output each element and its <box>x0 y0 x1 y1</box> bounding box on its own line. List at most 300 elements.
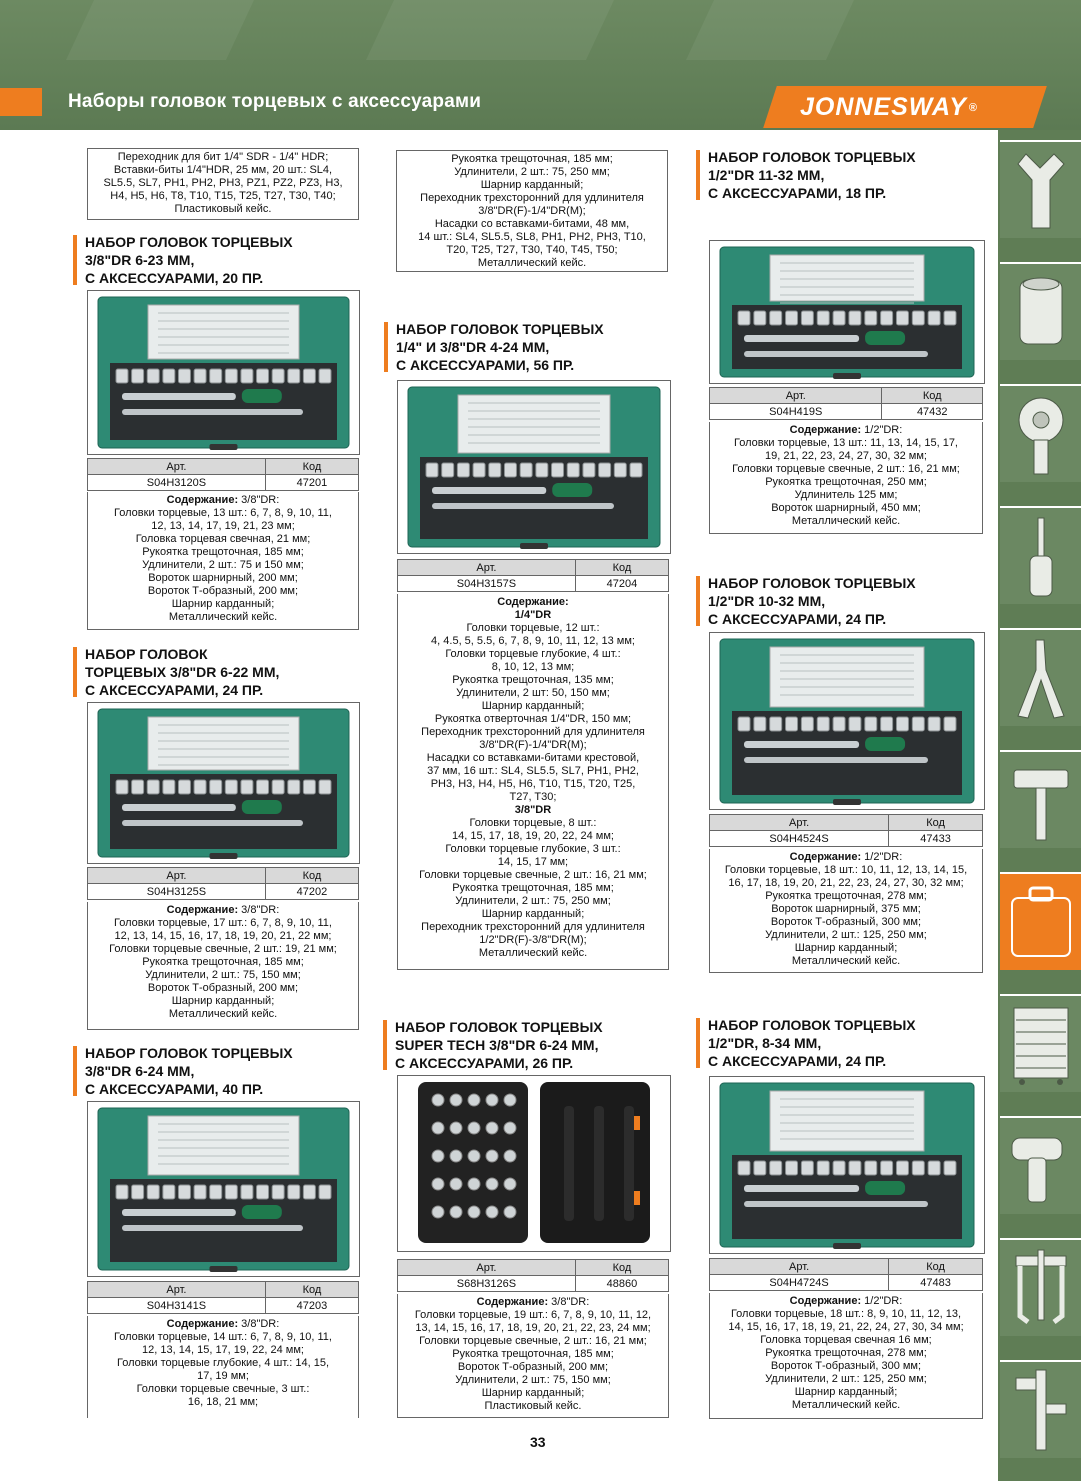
socket-icon <box>896 717 908 731</box>
socket-icon <box>116 780 128 794</box>
content-line: 37 мм, 16 шт.: SL4, SL5.5, SL7, PH1, PH2, <box>427 765 639 777</box>
drive-size: 1/2"DR: <box>861 1295 903 1307</box>
extension-bar-icon <box>744 1185 859 1192</box>
article-table <box>397 559 669 592</box>
socket-icon <box>225 780 237 794</box>
extension-bar-icon <box>744 335 859 342</box>
content-line: Металлический кейс. <box>478 947 588 959</box>
socket-icon <box>257 780 269 794</box>
content-line: Головка торцевая свечная 16 мм; <box>760 1334 932 1346</box>
content-line: Головки торцевые, 12 шт.: <box>466 622 600 634</box>
socket-icon <box>288 369 300 383</box>
product-title-line: НАБОР ГОЛОВОК ТОРЦЕВЫХ <box>708 1017 916 1033</box>
socket-icon <box>241 1185 253 1199</box>
content-line: Головки торцевые, 13 шт.: 6, 7, 8, 9, 10, 11, <box>114 507 332 519</box>
socket-icon <box>241 780 253 794</box>
socket-icon <box>132 780 144 794</box>
product-code: 47201 <box>265 475 358 491</box>
content-line: Переходник для бит 1/4" SDR - 1/4" HDR; <box>117 151 329 163</box>
socket-icon <box>817 717 829 731</box>
t-bar-icon <box>432 503 614 509</box>
content-line: 4, 4.5, 5, 5.5, 6, 7, 8, 9, 10, 11, 12, 13 мм; <box>431 635 635 647</box>
socket-icon <box>116 1185 128 1199</box>
socket-icon <box>770 717 782 731</box>
socket-icon <box>786 717 798 731</box>
socket-icon <box>504 1122 516 1134</box>
product-title-line: НАБОР ГОЛОВОК ТОРЦЕВЫХ <box>708 575 916 591</box>
socket-icon <box>319 1185 331 1199</box>
content-line: Рукоятка трещоточная, 278 мм; <box>765 1347 927 1359</box>
category-wrench[interactable] <box>1000 140 1081 238</box>
socket-icon <box>630 463 642 477</box>
drive-size: 1/2"DR: <box>861 851 903 863</box>
content-line: 14, 15, 16, 17, 18, 19, 21, 22, 24, 27, 30, 34 мм; <box>728 1321 964 1333</box>
socket-icon <box>303 780 315 794</box>
contents-label: Содержание: <box>789 1295 862 1307</box>
socket-icon <box>486 1178 498 1190</box>
socket-icon <box>849 717 861 731</box>
content-line: Пластиковый кейс. <box>174 203 272 215</box>
content-line: 3/8"DR(F)-1/4"DR(M); <box>479 739 587 751</box>
drive-size: 3/8"DR: <box>238 904 280 916</box>
content-line: Вороток шарнирный, 450 мм; <box>771 502 921 514</box>
table-row <box>88 1298 359 1314</box>
category-tool-case[interactable] <box>1000 872 1081 970</box>
content-line: Металлический кейс. <box>791 1399 901 1411</box>
t-bar-icon <box>122 409 303 415</box>
socket-icon <box>833 717 845 731</box>
table-header-row <box>710 388 983 404</box>
product-title-line: 3/8"DR 6-23 ММ, <box>85 252 195 268</box>
contents-label: Содержание: <box>789 424 862 436</box>
case-handle-icon <box>210 853 238 859</box>
product-contents <box>397 594 669 970</box>
content-line: Головки торцевые глубокие, 3 шт.: <box>445 843 621 855</box>
product-code: 47204 <box>575 576 668 592</box>
product-title-line: С АКСЕССУАРАМИ, 24 ПР. <box>85 682 264 698</box>
case-handle-icon <box>210 1266 238 1272</box>
code-column-header: Код <box>575 560 668 576</box>
article-number: S04H419S <box>710 404 882 420</box>
article-number: S04H4724S <box>710 1275 889 1291</box>
table-row <box>710 404 983 420</box>
socket-icon <box>536 463 548 477</box>
contents-header <box>712 1295 980 1308</box>
content-line: Переходник трехсторонний для удлинителя <box>421 921 645 933</box>
content-line: Головки торцевые, 18 шт.: 8, 9, 10, 11, 12, 13, <box>730 1308 962 1320</box>
socket-icon <box>450 1178 462 1190</box>
case-label-sheet <box>148 1116 299 1175</box>
content-line: Шарнир карданный; <box>171 598 275 610</box>
socket-icon <box>257 1185 269 1199</box>
ratchet-handle-icon <box>242 1205 282 1219</box>
article-number: S04H3141S <box>88 1298 266 1314</box>
table-row <box>88 475 359 491</box>
content-line: 16, 18, 21 мм; <box>187 1396 259 1408</box>
socket-icon <box>833 311 845 325</box>
socket-icon <box>210 369 222 383</box>
contents-label: Содержание: <box>166 494 239 506</box>
content-line: Вороток Т-образный, 300 мм; <box>770 1360 922 1372</box>
product-title-line: SUPER TECH 3/8"DR 6-24 ММ, <box>395 1037 599 1053</box>
case-handle-icon <box>833 373 861 379</box>
category-pliers[interactable] <box>1000 628 1081 726</box>
socket-icon <box>178 780 190 794</box>
drive-size: 1/2"DR: <box>861 424 903 436</box>
socket-icon <box>432 1206 444 1218</box>
table-row <box>710 1275 983 1291</box>
content-line: Вороток шарнирный, 200 мм; <box>148 572 298 584</box>
product-title-line: НАБОР ГОЛОВОК ТОРЦЕВЫХ <box>395 1019 603 1035</box>
socket-icon <box>944 311 956 325</box>
contents-label: Содержание: <box>497 596 569 608</box>
content-line: Вороток Т-образный, 200 мм; <box>147 585 299 597</box>
socket-icon <box>468 1206 480 1218</box>
socket-icon <box>272 1185 284 1199</box>
socket-icon <box>319 780 331 794</box>
case-illustration <box>88 291 359 454</box>
socket-icon <box>865 1161 877 1175</box>
drive-size: 3/8"DR: <box>238 1318 280 1330</box>
contents-label: Содержание: <box>166 904 239 916</box>
header-streak <box>366 0 614 60</box>
product-contents <box>87 1316 359 1418</box>
article-table <box>87 458 359 491</box>
socket-icon <box>489 463 501 477</box>
product-title-line: НАБОР ГОЛОВОК ТОРЦЕВЫХ <box>85 234 293 250</box>
art-column-header: Арт. <box>398 560 576 576</box>
pliers-icon <box>1006 636 1076 720</box>
content-line: 17, 19 мм; <box>197 1370 249 1382</box>
content-line: SL5.5, SL7, PH1, PH2, PH3, PZ1, PZ2, PZ3, H3, <box>103 177 343 189</box>
socket-icon <box>896 1161 908 1175</box>
product-code: 48860 <box>575 1276 668 1292</box>
page-number: 33 <box>530 1434 546 1450</box>
case-label-sheet <box>770 1091 924 1151</box>
socket-icon <box>272 369 284 383</box>
case-label-sheet <box>458 395 610 453</box>
hammer-icon <box>1006 758 1076 842</box>
product-photo <box>87 290 360 455</box>
socket-icon <box>801 1161 813 1175</box>
t-bar-icon <box>744 757 928 763</box>
product-title-line: С АКСЕССУАРАМИ, 24 ПР. <box>708 1053 887 1069</box>
socket-icon <box>163 369 175 383</box>
content-line: Переходник трехсторонний для удлинителя <box>420 192 644 204</box>
product-title-line: С АКСЕССУАРАМИ, 56 ПР. <box>396 357 575 373</box>
socket-icon <box>432 1150 444 1162</box>
socket-icon <box>147 780 159 794</box>
art-column-header: Арт. <box>710 388 882 404</box>
product-title <box>696 1016 916 1070</box>
content-line: Рукоятка трещоточная, 278 мм; <box>765 890 927 902</box>
socket-icon <box>210 780 222 794</box>
socket-icon <box>504 1094 516 1106</box>
socket-icon <box>520 463 532 477</box>
content-line: 14, 15, 17 мм; <box>497 856 569 868</box>
product-title <box>696 574 916 628</box>
ratchet-icon <box>1006 392 1076 476</box>
product-photo <box>397 380 671 554</box>
article-table <box>87 1281 359 1314</box>
product-code: 47432 <box>882 404 983 420</box>
content-line: Удлинитель 125 мм; <box>794 489 898 501</box>
content-line: Металлический кейс. <box>168 611 278 623</box>
content-line: Удлинители, 2 шт.: 75, 250 мм; <box>454 166 610 178</box>
ratchet-handle-icon <box>865 1181 905 1195</box>
contents-label: Содержание: <box>476 1296 549 1308</box>
continued-content-box <box>396 150 668 272</box>
product-title <box>73 645 279 699</box>
content-line: Головки торцевые свечные, 2 шт.: 19, 21 мм; <box>109 943 337 955</box>
art-column-header: Арт. <box>710 1259 889 1275</box>
socket-icon <box>817 1161 829 1175</box>
ratchet-handle-icon <box>552 483 592 497</box>
article-table <box>709 387 983 420</box>
table-header-row <box>398 560 669 576</box>
socket-icon <box>912 717 924 731</box>
case-handle-icon <box>833 799 861 805</box>
contents-header <box>712 851 980 864</box>
content-line: Металлический кейс. <box>791 955 901 967</box>
table-header-row <box>710 1259 983 1275</box>
screwdriver-icon <box>1006 514 1076 598</box>
content-line: Металлический кейс. <box>791 515 901 527</box>
extension-bar-icon <box>122 393 236 400</box>
socket-icon <box>225 1185 237 1199</box>
content-line: 12, 13, 14, 17, 19, 21, 23 мм; <box>151 520 295 532</box>
art-column-header: Арт. <box>88 459 266 475</box>
article-number: S68H3126S <box>398 1276 576 1292</box>
code-column-header: Код <box>575 1260 668 1276</box>
content-line: Удлинители, 2 шт.: 125, 250 мм; <box>765 1373 927 1385</box>
contents-header <box>90 904 356 917</box>
product-contents <box>709 422 983 534</box>
content-line: Головки торцевые, 14 шт.: 6, 7, 8, 9, 10, 11, <box>114 1331 332 1343</box>
content-line: Головки торцевые, 19 шт.: 6, 7, 8, 9, 10, 11, 12, <box>414 1309 652 1321</box>
art-column-header: Арт. <box>88 1282 266 1298</box>
socket-icon <box>432 1094 444 1106</box>
socket-icon <box>944 717 956 731</box>
category-ratchet[interactable] <box>1000 384 1081 482</box>
product-photo <box>709 632 985 810</box>
content-line: Рукоятка трещоточная, 185 мм; <box>142 546 304 558</box>
socket-icon <box>944 1161 956 1175</box>
product-title-line: ТОРЦЕВЫХ 3/8"DR 6-22 ММ, <box>85 664 280 680</box>
drive-subheading: 1/4"DR <box>514 609 552 621</box>
content-line: Рукоятка трещоточная, 250 мм; <box>765 476 927 488</box>
socket-icon <box>486 1094 498 1106</box>
content-line: 8, 10, 12, 13 мм; <box>491 661 575 673</box>
socket-icon <box>486 1206 498 1218</box>
art-column-header: Арт. <box>88 868 266 884</box>
socket-icon <box>817 311 829 325</box>
case-illustration <box>88 703 359 863</box>
content-line: Шарнир карданный; <box>794 942 898 954</box>
content-line: Металлический кейс. <box>477 257 587 269</box>
category-impact-wrench[interactable] <box>1000 1116 1081 1214</box>
article-table <box>709 814 983 847</box>
content-line: Удлинители, 2 шт.: 75, 250 мм; <box>455 895 611 907</box>
ratchet-handle-icon <box>865 737 905 751</box>
category-hammer[interactable] <box>1000 750 1081 848</box>
content-line: Рукоятка трещоточная, 185 мм; <box>452 1348 614 1360</box>
socket-icon <box>457 463 469 477</box>
extension-bar-icon <box>122 804 236 811</box>
product-title-line: С АКСЕССУАРАМИ, 24 ПР. <box>708 611 887 627</box>
t-bar-icon <box>122 820 303 826</box>
content-line: Головки торцевые, 17 шт.: 6, 7, 8, 9, 10, 11, <box>114 917 332 929</box>
socket-icon <box>178 1185 190 1199</box>
tray-slot <box>594 1106 604 1221</box>
product-title-line: 1/2"DR 10-32 ММ, <box>708 593 826 609</box>
content-line: Головка торцевая свечная, 21 мм; <box>135 533 311 545</box>
product-title-line: С АКСЕССУАРАМИ, 26 ПР. <box>395 1055 574 1071</box>
socket-icon <box>754 1161 766 1175</box>
content-line: Головки торцевые глубокие, 4 шт.: <box>445 648 621 660</box>
ratchet-handle-icon <box>242 389 282 403</box>
caliper-icon <box>1006 1368 1076 1452</box>
socket-icon <box>116 369 128 383</box>
content-line: Вороток Т-образный, 300 мм; <box>770 916 922 928</box>
content-line: Насадки со вставками-битами, 48 мм, <box>434 218 630 230</box>
socket-icon <box>132 1185 144 1199</box>
contents-header <box>400 1296 666 1309</box>
socket-icon <box>504 1206 516 1218</box>
content-line: Шарнир карданный; <box>481 908 585 920</box>
table-row <box>398 576 669 592</box>
content-line: Шарнир карданный; <box>481 1387 585 1399</box>
content-line: Вставки-биты 1/4"HDR, 25 мм, 20 шт.: SL4, <box>113 164 333 176</box>
product-title-line: С АКСЕССУАРАМИ, 20 ПР. <box>85 270 264 286</box>
content-line: Головки торцевые свечные, 2 шт.: 16, 21 мм; <box>419 1335 647 1347</box>
socket-icon <box>928 1161 940 1175</box>
socket-icon <box>738 311 750 325</box>
wrench-icon <box>1006 148 1076 232</box>
category-socket[interactable] <box>1000 262 1081 360</box>
case-handle-icon <box>833 1243 861 1249</box>
code-column-header: Код <box>265 459 358 475</box>
contents-header <box>90 494 356 507</box>
product-title-line: НАБОР ГОЛОВОК ТОРЦЕВЫХ <box>396 321 604 337</box>
socket-icon <box>738 1161 750 1175</box>
content-line: Вороток Т-образный, 200 мм; <box>457 1361 609 1373</box>
content-line: T20, T25, T27, T30, T40, T45, T50; <box>446 244 618 256</box>
header-streak <box>66 0 254 60</box>
article-table <box>87 867 359 900</box>
header-orange-tab <box>0 88 42 116</box>
socket-icon <box>504 1150 516 1162</box>
content-line: 16, 17, 18, 19, 20, 21, 22, 23, 24, 27, 30, 32 мм; <box>728 877 964 889</box>
content-line: 12, 13, 14, 15, 16, 17, 18, 19, 20, 21, 22 мм; <box>114 930 332 942</box>
socket-icon <box>210 1185 222 1199</box>
socket-icon <box>849 311 861 325</box>
category-screwdriver[interactable] <box>1000 506 1081 604</box>
ratchet-handle-icon <box>865 331 905 345</box>
case-illustration <box>710 1077 984 1253</box>
product-photo <box>87 1101 360 1277</box>
contents-header <box>712 424 980 437</box>
code-column-header: Код <box>882 388 983 404</box>
code-column-header: Код <box>265 1282 358 1298</box>
contents-header <box>400 596 666 609</box>
content-line: Шарнир карданный; <box>481 700 585 712</box>
content-line: Головки торцевые глубокие, 4 шт.: 14, 15, <box>116 1357 330 1369</box>
case-tray-icon <box>732 1155 962 1239</box>
socket-icon <box>770 1161 782 1175</box>
table-header-row <box>398 1260 669 1276</box>
article-table <box>709 1258 983 1291</box>
t-bar-icon <box>744 1201 928 1207</box>
product-title-line: 1/2"DR, 8-34 ММ, <box>708 1035 822 1051</box>
socket-icon <box>881 717 893 731</box>
drive-size: 3/8"DR: <box>238 494 280 506</box>
socket-icon <box>928 717 940 731</box>
case-tray-icon <box>732 711 962 795</box>
brand-registered-mark: ® <box>968 102 979 114</box>
content-line: Шарнир карданный; <box>480 179 584 191</box>
t-bar-icon <box>744 351 928 357</box>
product-photo <box>709 1076 985 1254</box>
socket-icon <box>257 369 269 383</box>
content-line: Вороток Т-образный, 200 мм; <box>147 982 299 994</box>
product-title <box>383 1018 603 1072</box>
table-header-row <box>710 815 983 831</box>
category-puller[interactable] <box>1000 1238 1081 1336</box>
socket-icon <box>552 463 564 477</box>
product-contents <box>87 902 359 1030</box>
contents-header <box>90 1318 356 1331</box>
art-column-header: Арт. <box>398 1260 576 1276</box>
code-column-header: Код <box>889 815 983 831</box>
drive-subheading: 3/8"DR <box>514 804 552 816</box>
product-code: 47202 <box>265 884 358 900</box>
content-line: Удлинители, 2 шт: 50, 150 мм; <box>456 687 610 699</box>
content-line: Удлинители, 2 шт.: 75, 150 мм; <box>455 1374 611 1386</box>
content-line: Пластиковый кейс. <box>484 1400 582 1412</box>
content-line: Головки торцевые свечные, 2 шт.: 16, 21 мм; <box>732 463 960 475</box>
content-line: Вороток шарнирный, 375 мм; <box>771 903 921 915</box>
socket-icon <box>450 1150 462 1162</box>
brand-logo <box>800 90 978 124</box>
socket-icon <box>241 369 253 383</box>
content-line: Рукоятка трещоточная, 185 мм; <box>452 882 614 894</box>
socket-icon <box>754 717 766 731</box>
article-table <box>397 1259 669 1292</box>
product-title <box>384 320 604 374</box>
content-line: Металлический кейс. <box>168 1008 278 1020</box>
product-photo <box>709 240 985 384</box>
content-line: 19, 21, 22, 23, 24, 27, 30, 32 мм; <box>765 450 927 462</box>
product-title-line: С АКСЕССУАРАМИ, 18 ПР. <box>708 185 887 201</box>
tray-slot <box>624 1106 634 1221</box>
content-line: Удлинители, 2 шт.: 75, 150 мм; <box>145 969 301 981</box>
category-caliper[interactable] <box>1000 1360 1081 1458</box>
page-title: Наборы головок торцевых с аксессуарами <box>68 91 482 112</box>
socket-icon <box>288 780 300 794</box>
socket-icon <box>486 1150 498 1162</box>
art-column-header: Арт. <box>710 815 889 831</box>
content-line: Головки торцевые, 18 шт.: 10, 11, 12, 13, 14, 15, <box>724 864 968 876</box>
case-illustration <box>710 633 984 809</box>
content-line: 12, 13, 14, 15, 17, 19, 22, 24 мм; <box>142 1344 304 1356</box>
category-tool-cabinet[interactable] <box>1000 994 1081 1092</box>
product-title <box>696 148 916 202</box>
product-title-line: 1/2"DR 11-32 ММ, <box>708 167 825 183</box>
socket-icon <box>194 780 206 794</box>
content-line: 1/2"DR(F)-3/8"DR(M); <box>479 934 587 946</box>
socket-icon <box>288 1185 300 1199</box>
